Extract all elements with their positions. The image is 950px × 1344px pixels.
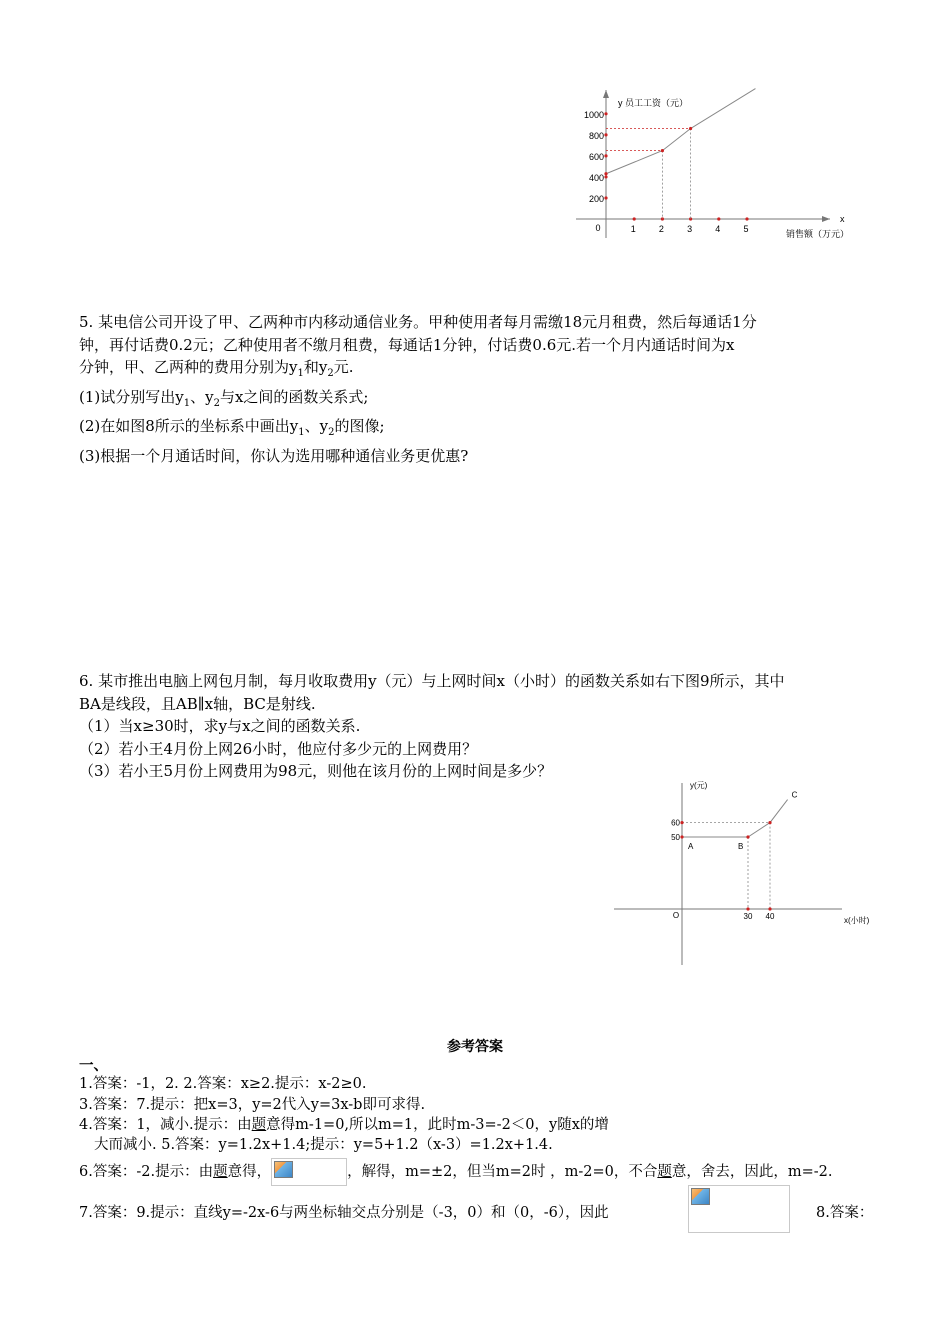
y-tick-point bbox=[604, 175, 607, 178]
origin-label: O bbox=[672, 911, 680, 920]
q5-part2: (2)在如图8所示的坐标系中画出$y_1$、$y_2$的图像; bbox=[79, 417, 385, 438]
data-point bbox=[680, 821, 683, 824]
x-tick-label: 3 bbox=[687, 224, 693, 234]
data-point bbox=[689, 127, 692, 130]
x-tick-point bbox=[633, 217, 636, 220]
point-c-label: C bbox=[791, 790, 798, 800]
answer-1-2: 1.答案：-1，2. 2.答案：x≥2.提示：x-2≥0. bbox=[79, 1076, 367, 1092]
q6-line2: BA是线段，且AB∥x轴，BC是射线. bbox=[79, 694, 316, 713]
answer-4-5: 大而减小. 5.答案：y=1.2x+1.4;提示：y=5+1.2（x-3）=1.2x+1.4. bbox=[94, 1137, 553, 1153]
q6-part2: （2）若小王4月份上网26小时，他应付多少元的上网费用？ bbox=[79, 739, 478, 758]
data-point bbox=[746, 907, 749, 910]
fee-line bbox=[682, 800, 788, 837]
formula-image bbox=[271, 1158, 347, 1186]
q6-line1: 6. 某市推出电脑上网包月制，每月收取费用y（元）与上网时间x（小时）的函数关系如右下图9所示，其中 bbox=[79, 672, 785, 690]
question-6 bbox=[79, 670, 889, 783]
q5-line3: 分钟，甲、乙两种的费用分别为$y_1$和$y_2$元. bbox=[79, 358, 354, 379]
answers-section: 一、 bbox=[79, 1058, 108, 1074]
point-a-label: A bbox=[688, 842, 694, 851]
formula-image-2 bbox=[688, 1185, 790, 1233]
question-5 bbox=[79, 311, 889, 467]
data-point bbox=[661, 149, 664, 152]
origin-label: 0 bbox=[595, 223, 601, 233]
y-tick-point bbox=[604, 154, 607, 157]
data-point bbox=[746, 835, 749, 838]
y-tick-label: 400 bbox=[588, 172, 604, 183]
y-tick-point bbox=[604, 133, 607, 136]
x-tick-label: 30 bbox=[743, 912, 753, 921]
q5-line1: 5. 某电信公司开设了甲、乙两种市内移动通信业务。甲种使用者每月需缴18元月租费，然后每通话1分 bbox=[79, 313, 757, 331]
data-point bbox=[768, 821, 771, 824]
x-tick-label: 1 bbox=[630, 224, 636, 234]
y-tick-label: 60 bbox=[671, 818, 680, 828]
data-point bbox=[680, 835, 683, 838]
y-tick-label: 50 bbox=[671, 833, 680, 842]
answer-4: 4.答案：1，减小.提示：由题意得m-1=0,所以m=1，此时m-3=-2＜0，y随x的增 bbox=[79, 1117, 609, 1133]
x-axis-end-label: x bbox=[840, 214, 845, 224]
x-tick-point bbox=[717, 217, 720, 220]
data-point bbox=[604, 172, 607, 175]
x-tick-label: 5 bbox=[743, 224, 749, 234]
answer-6: 6.答案：-2.提示：由题意得， ，解得，m=±2，但当m=2时 ，m-2=0，不合题意，舍去，因此，m=-2. bbox=[79, 1158, 832, 1186]
answers-title: 参考答案 bbox=[447, 1039, 503, 1055]
answer-7: 7.答案：9.提示：直线y=-2x-6与两坐标轴交点分别是（-3，0）和（0，-6），因此 bbox=[79, 1205, 609, 1221]
y-tick-label: 200 bbox=[588, 193, 604, 204]
answer-8: 8.答案： bbox=[816, 1205, 874, 1221]
q5-line2: 钟，再付话费0.2元；乙种使用者不缴月租费，每通话1分钟，付话费0.6元.若一个月内通话时间为x bbox=[79, 335, 735, 354]
y-axis-arrow bbox=[603, 90, 609, 98]
image-placeholder-icon bbox=[274, 1161, 293, 1178]
q5-part1: (1)试分别写出$y_1$、$y_2$与x之间的函数关系式; bbox=[79, 387, 369, 409]
y-axis-label: y 员工工资（元） bbox=[618, 98, 689, 108]
y-tick-label: 600 bbox=[588, 151, 604, 162]
y-tick-label: 1000 bbox=[583, 109, 604, 120]
y-tick-point bbox=[604, 112, 607, 115]
x-tick-label: 2 bbox=[658, 224, 664, 234]
x-axis-arrow bbox=[822, 216, 830, 222]
x-axis-label: x(小时) bbox=[844, 916, 870, 925]
q6-part1: （1）当x≥30时，求y与x之间的函数关系. bbox=[79, 717, 361, 735]
point-b-label: B bbox=[738, 842, 744, 851]
x-tick-label: 40 bbox=[765, 912, 775, 921]
x-tick-label: 4 bbox=[715, 224, 721, 234]
data-point bbox=[768, 907, 771, 910]
salary-chart bbox=[560, 80, 880, 245]
q6-part3: （3）若小王5月份上网费用为98元，则他在该月份的上网时间是多少？ bbox=[79, 762, 553, 780]
q5-part3: (3)根据一个月通话时间，你认为选用哪种通信业务更优惠? bbox=[79, 446, 469, 465]
x-axis-label: 销售额（万元） bbox=[786, 229, 850, 239]
y-tick-label: 800 bbox=[588, 130, 604, 141]
internet-fee-chart bbox=[610, 775, 890, 970]
y-tick-point bbox=[604, 196, 607, 199]
y-axis-label: y(元) bbox=[690, 781, 708, 790]
image-placeholder-icon bbox=[691, 1188, 710, 1205]
x-tick-point bbox=[745, 217, 748, 220]
answer-3: 3.答案：7.提示：把x=3，y=2代入y=3x-b即可求得. bbox=[79, 1097, 426, 1113]
